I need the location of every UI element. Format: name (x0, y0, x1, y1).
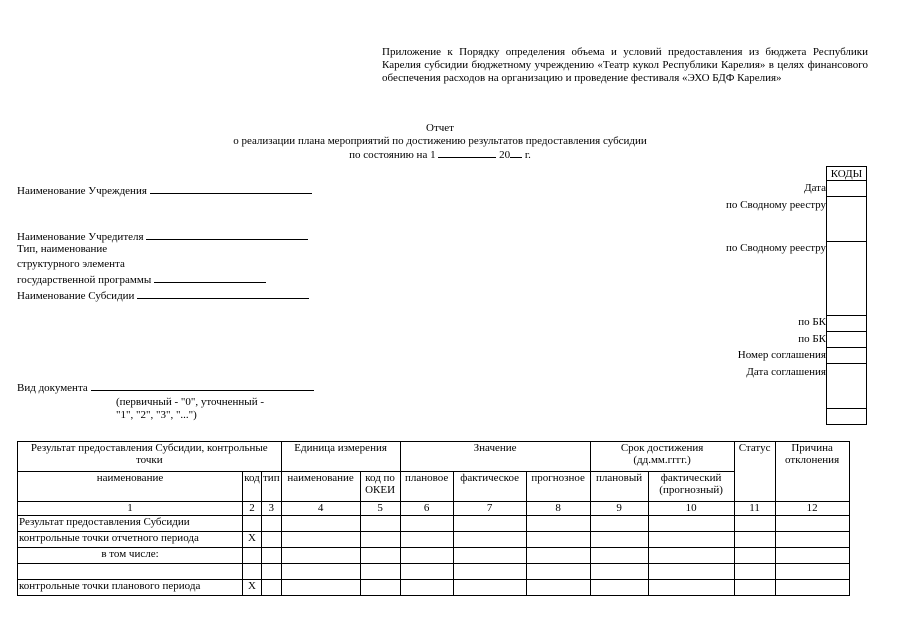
code-cell-agreement-date[interactable] (826, 364, 867, 409)
code-cell-date[interactable] (826, 181, 867, 197)
column-number: 6 (400, 502, 453, 516)
table-row (18, 580, 850, 596)
code-cell-bk-1[interactable] (826, 316, 867, 332)
column-number: 12 (775, 502, 849, 516)
row-name: Результат предоставления Субсидии (18, 516, 243, 532)
header-deadline: Срок достижения (дд.мм.гггг.) (590, 442, 734, 472)
title-line-3: по состоянию на 1 20 г. (349, 149, 531, 161)
header-actual: фактическое (453, 472, 526, 502)
header-value: Значение (400, 442, 590, 472)
header-reason: Причина отклонения (775, 442, 849, 502)
doc-type-field: Вид документа (17, 381, 314, 395)
doc-type-hint-1: (первичный - "0", уточненный - (116, 396, 264, 408)
label-bk-1: по БК (798, 316, 826, 328)
subsidy-field: Наименование Субсидии (17, 289, 309, 303)
code-cell-doc-type[interactable] (826, 409, 867, 425)
table-row (18, 564, 850, 580)
row-name: в том числе: (18, 548, 243, 564)
title-line-2: о реализации плана мероприятий по достижению результатов предоставления субсидии (233, 135, 647, 147)
code-cell-registry-2[interactable] (826, 242, 867, 316)
report-title (150, 122, 730, 162)
row-code (243, 564, 262, 580)
row-name: контрольные точки отчетного периода (18, 532, 243, 548)
codes-column (826, 166, 867, 425)
row-code: X (243, 532, 262, 548)
column-number: 9 (590, 502, 648, 516)
table-row (18, 516, 850, 532)
appendix-note: Приложение к Порядку определения объема и условий предоставления из бюджета Республики Карелия субсидии бюджетному учреждению «Театр кукол Республики Карелия» в целях финансового обеспечения расходов на организацию и проведение фестиваля «ЭХО БДФ Карелия» (382, 46, 868, 84)
founder-field: Наименование Учредителя (17, 230, 308, 244)
label-date: Дата (804, 182, 826, 194)
label-bk-2: по БК (798, 333, 826, 345)
table-row (18, 532, 850, 548)
type-field-line1: Тип, наименование (17, 243, 108, 255)
header-unit: Единица измерения (281, 442, 400, 472)
column-number: 5 (360, 502, 400, 516)
column-number: 10 (648, 502, 734, 516)
code-cell-agreement-number[interactable] (826, 348, 867, 364)
doc-type-hint-2: "1", "2", "3", "...") (116, 409, 197, 421)
row-code (243, 516, 262, 532)
code-cell-registry-1[interactable] (826, 197, 867, 242)
header-name: наименование (18, 472, 243, 502)
column-number: 11 (734, 502, 775, 516)
header-status: Статус (734, 442, 775, 502)
column-number: 3 (262, 502, 282, 516)
column-numbers-row (18, 502, 850, 516)
row-code (243, 548, 262, 564)
column-number: 8 (526, 502, 590, 516)
column-number: 4 (281, 502, 360, 516)
column-number: 1 (18, 502, 243, 516)
code-cell-bk-2[interactable] (826, 332, 867, 348)
type-field-line3: государственной программы (17, 273, 266, 287)
header-forecast: прогнозное (526, 472, 590, 502)
table-row (18, 548, 850, 564)
label-agreement-date: Дата соглашения (746, 366, 826, 378)
label-registry-1: по Сводному реестру (726, 199, 826, 211)
label-registry-2: по Сводному реестру (726, 242, 826, 254)
header-plan-date: плановый (590, 472, 648, 502)
header-okei: код по ОКЕИ (360, 472, 400, 502)
header-code: код (243, 472, 262, 502)
row-name: контрольные точки планового периода (18, 580, 243, 596)
institution-field: Наименование Учреждения (17, 184, 312, 198)
header-fact-date: фактический (прогнозный) (648, 472, 734, 502)
header-result: Результат предоставления Субсидии, контрольные точки (18, 442, 282, 472)
results-table (17, 441, 850, 596)
header-unit-name: наименование (281, 472, 360, 502)
title-line-1: Отчет (426, 122, 454, 134)
column-number: 7 (453, 502, 526, 516)
type-field-line2: структурного элемента (17, 258, 125, 270)
header-planned: плановое (400, 472, 453, 502)
row-code: X (243, 580, 262, 596)
header-type: тип (262, 472, 282, 502)
codes-header: КОДЫ (826, 166, 867, 181)
row-name (18, 564, 243, 580)
column-number: 2 (243, 502, 262, 516)
label-agreement-number: Номер соглашения (737, 349, 826, 361)
